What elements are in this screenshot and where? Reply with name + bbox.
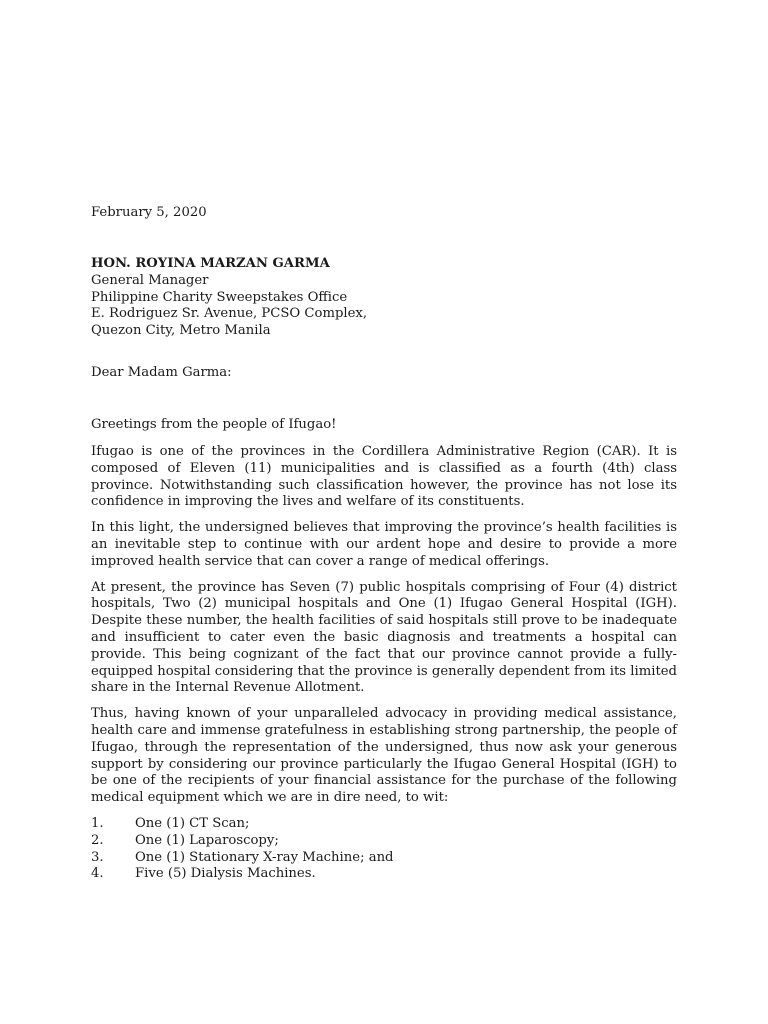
list-item-number: 2. [91, 832, 104, 848]
list-item [91, 866, 677, 883]
list-item-number: 1. [91, 815, 104, 831]
list-item-number: 4. [91, 866, 104, 882]
list-item-text: Five (5) Dialysis Machines. [135, 866, 316, 882]
list-item [91, 850, 677, 867]
recipient-address-line1: E. Rodriguez Sr. Avenue, PCSO Complex, [91, 306, 368, 322]
letter-body [91, 444, 677, 883]
equipment-list [91, 816, 677, 883]
salutation: Dear Madam Garma: [91, 365, 232, 380]
paragraph: Thus, having known of your unparalleled advocacy in providing medical assistance, health care and immense gratefulness in establishing strong partnership, the people of Ifugao, through the representation of the undersigned, thus now ask your generous support by considering our province particularly the Ifugao General Hospital (IGH) to be one of the recipients of your financial assistance for the purchase of the following medical equipment which we are in dire need, to wit: [91, 706, 677, 806]
recipient-name: HON. ROYINA MARZAN GARMA [91, 256, 330, 271]
list-item-text: One (1) CT Scan; [135, 815, 250, 831]
recipient-address-line2: Quezon City, Metro Manila [91, 323, 271, 339]
recipient-office: Philippine Charity Sweepstakes Office [91, 289, 348, 305]
paragraph: In this light, the undersigned believes that improving the province’s health facilities is an inevitable step to continue with our ardent hope and desire to provide a more improved health service that can cover a range of medical offerings. [91, 520, 677, 569]
list-item-number: 3. [91, 849, 104, 865]
recipient-title: General Manager [91, 272, 209, 288]
list-item [91, 833, 677, 850]
list-item-text: One (1) Laparoscopy; [135, 832, 279, 848]
list-item-text: One (1) Stationary X-ray Machine; and [135, 849, 394, 865]
greeting: Greetings from the people of Ifugao! [91, 417, 337, 432]
letter-date: February 5, 2020 [91, 205, 207, 220]
paragraph: Ifugao is one of the provinces in the Cordillera Administrative Region (CAR). It is composed of Eleven (11) municipalities and is classified as a fourth (4th) class province. Notwithstanding such classification however, the province has not lose its confidence in improving the lives and welfare of its constituents. [91, 444, 677, 510]
list-item [91, 816, 677, 833]
paragraph: At present, the province has Seven (7) public hospitals comprising of Four (4) district hospitals, Two (2) municipal hospitals and One (1) Ifugao General Hospital (IGH). Despite these number, the health facilities of said hospitals still prove to be inadequate and insufficient to cater even the basic diagnosis and treatments a hospital can provide. This being cognizant of the fact that our province cannot provide a fully-equipped hospital considering that the province is generally dependent from its limited share in the Internal Revenue Allotment. [91, 579, 677, 696]
recipient-address [91, 256, 367, 340]
